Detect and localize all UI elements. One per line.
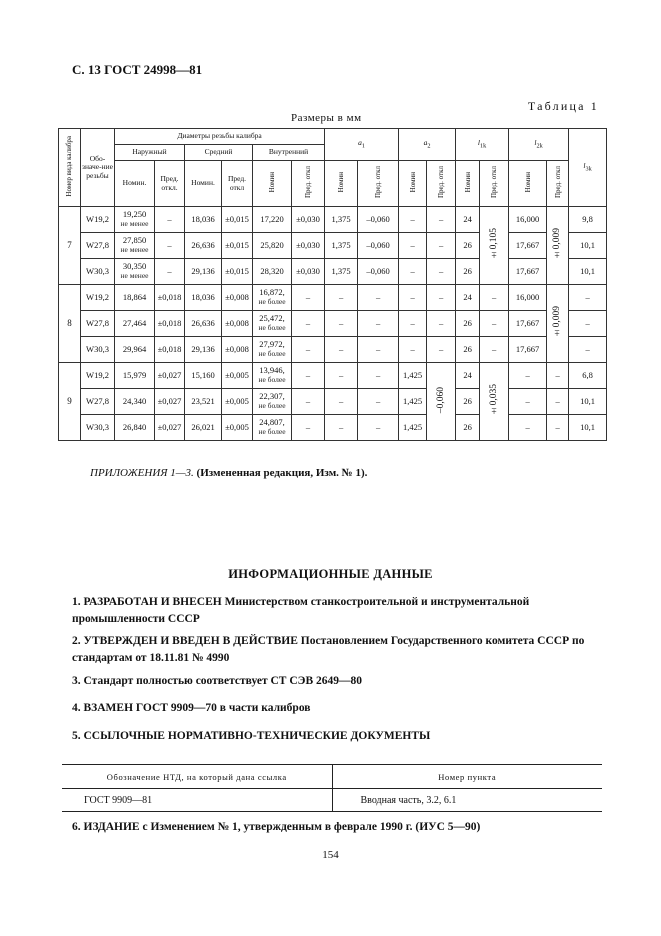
col-mid-tol: Пред. откл xyxy=(222,161,253,207)
col-a1-nom: Номин xyxy=(325,161,358,207)
table-row: 8 W19,2 18,864 ±0,018 18,036 ±0,008 16,872, не более – – – – – 24 – 16,000 ±0,009 – xyxy=(59,285,607,311)
col-in-tol: Пред. откл xyxy=(292,161,325,207)
group-number: 7 xyxy=(59,207,81,285)
col-a1-tol: Пред. откл xyxy=(358,161,399,207)
refs-col-clause: Номер пункта xyxy=(332,765,602,789)
group-number: 8 xyxy=(59,285,81,363)
references-table xyxy=(62,764,602,812)
col-diameters: Диаметры резьбы калибра xyxy=(115,129,325,145)
table-row: W27,8 24,340 ±0,027 23,521 ±0,005 22,307, не более – – – 1,425 26 – – 10,1 xyxy=(59,389,607,415)
col-outer: Наружный xyxy=(115,145,185,161)
group-number: 9 xyxy=(59,363,81,441)
l2-tolerance-8: ±0,009 xyxy=(547,285,569,363)
col-inner: Внутренний xyxy=(253,145,325,161)
col-l1: $l_{1k}$ xyxy=(456,129,509,161)
col-l2-tol: Пред. откл xyxy=(547,161,569,207)
dimensions-table xyxy=(58,128,607,441)
info-item-1: 1. РАЗРАБОТАН И ВНЕСЕН Министерством станкостроительной и инструментальной промышленности СССР xyxy=(72,596,530,625)
table-row: 7 W19,2 19,250 не менее – 18,036 ±0,015 17,220 ±0,030 1,375 –0,060 – – 24 ±0,105 16,000 ±0,009 9,8 xyxy=(59,207,607,233)
units-caption: Размеры в мм xyxy=(291,112,362,124)
table-label: Таблица 1 xyxy=(527,99,599,113)
col-caliber: Номер вида калибра xyxy=(59,129,81,207)
info-item-5: 5. ССЫЛОЧНЫЕ НОРМАТИВНО-ТЕХНИЧЕСКИЕ ДОКУМЕНТЫ xyxy=(72,730,431,742)
col-mid-nom: Номин. xyxy=(185,161,222,207)
appendix-note: ПРИЛОЖЕНИЯ 1—3. (Измененная редакция, Изм. № 1). xyxy=(90,467,368,479)
col-thread: Обо-значе-ние резьбы xyxy=(81,129,115,207)
table-row: W27,8 27,464 ±0,018 26,636 ±0,008 25,472, не более – – – – – 26 – 17,667 – xyxy=(59,311,607,337)
page-number: 154 xyxy=(322,849,339,861)
table-row: 9 W19,2 15,979 ±0,027 15,160 ±0,005 13,946, не более – – – 1,425 –0,060 24 ±0,035 – – 6,8 xyxy=(59,363,607,389)
col-l1-nom: Номин xyxy=(456,161,480,207)
l2-tolerance-7: ±0,009 xyxy=(547,207,569,285)
col-a2-tol: Пред. откл xyxy=(427,161,456,207)
info-item-2: 2. УТВЕРЖДЕН И ВВЕДЕН В ДЕЙСТВИЕ Постановлением Государственного комитета СССР по стандартам от 18.11.81 № 4990 xyxy=(72,635,585,664)
refs-col-doc: Обозначение НТД, на который дана ссылка xyxy=(62,765,332,789)
table-row: W30,3 30,350 не менее – 29,136 ±0,015 28,320 ±0,030 1,375 –0,060 – – 26 17,667 10,1 xyxy=(59,259,607,285)
info-title: ИНФОРМАЦИОННЫЕ ДАННЫЕ xyxy=(228,567,433,581)
l1-tolerance-7: ±0,105 xyxy=(480,207,509,285)
l1-tolerance-9: ±0,035 xyxy=(480,363,509,441)
col-l1-tol: Пред. откл xyxy=(480,161,509,207)
col-l2: $l_{2k}$ xyxy=(509,129,569,161)
col-a2-nom: Номин xyxy=(399,161,427,207)
col-outer-nom: Номин. xyxy=(115,161,155,207)
table-row: ГОСТ 9909—81 Вводная часть, 3.2, 6.1 xyxy=(62,789,602,812)
col-l2-nom: Номин xyxy=(509,161,547,207)
info-item-4: 4. ВЗАМЕН ГОСТ 9909—70 в части калибров xyxy=(72,702,311,714)
col-middle: Средний xyxy=(185,145,253,161)
table-row: W30,3 26,840 ±0,027 26,021 ±0,005 24,807, не более – – – 1,425 26 – – 10,1 xyxy=(59,415,607,441)
table-row: W27,8 27,850 не менее – 26,636 ±0,015 25,820 ±0,030 1,375 –0,060 – – 26 17,667 10,1 xyxy=(59,233,607,259)
a2-tolerance-9: –0,060 xyxy=(427,363,456,441)
page-header: С. 13 ГОСТ 24998—81 xyxy=(72,62,203,77)
info-item-6: 6. ИЗДАНИЕ с Изменением № 1, утвержденным в феврале 1990 г. (ИУС 5—90) xyxy=(72,821,481,833)
col-a1: $a_1$ xyxy=(325,129,399,161)
info-item-3: 3. Стандарт полностью соответствует СТ СЭВ 2649—80 xyxy=(72,675,363,687)
col-outer-tol: Пред. откл. xyxy=(155,161,185,207)
col-l3: $l_{3k}$ xyxy=(569,129,607,207)
col-in-nom: Номин xyxy=(253,161,292,207)
table-row: W30,3 29,964 ±0,018 29,136 ±0,008 27,972, не более – – – – – 26 – 17,667 – xyxy=(59,337,607,363)
col-a2: $a_2$ xyxy=(399,129,456,161)
